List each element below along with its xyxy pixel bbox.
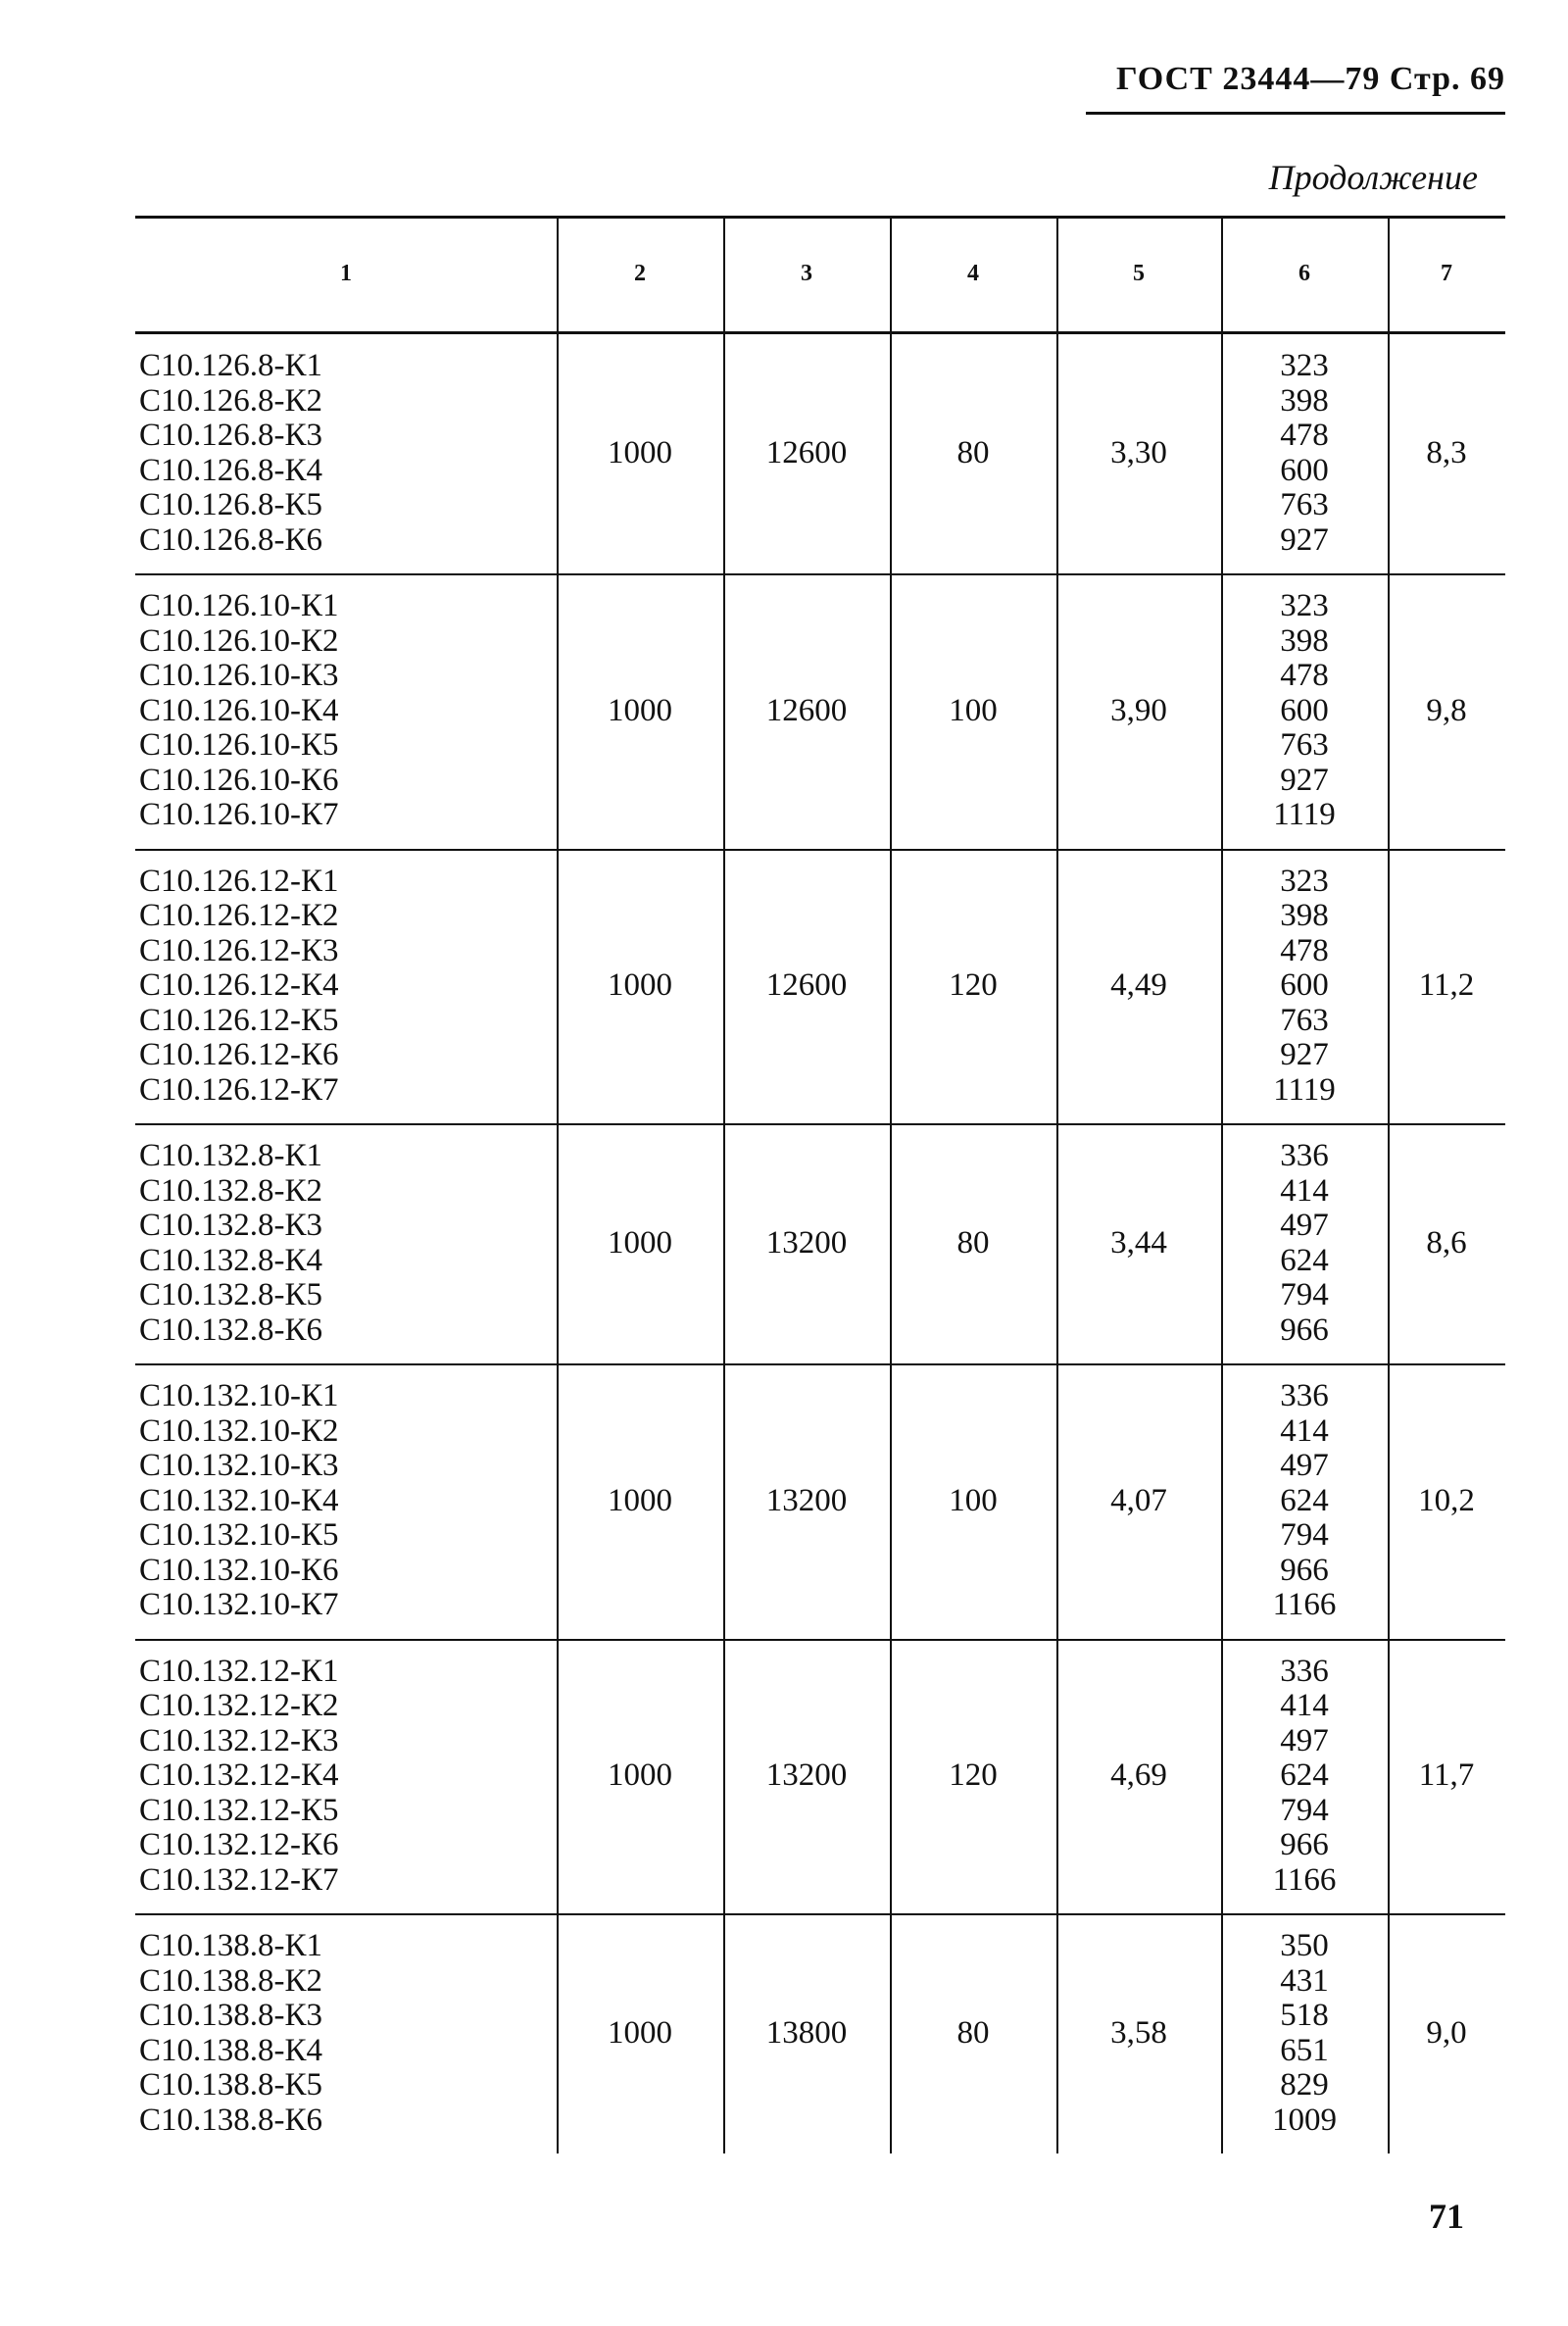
col6-value: 829 [1280,2067,1329,2103]
col6-value: 518 [1280,1998,1329,2033]
specification-table [135,216,1505,2182]
value-col2: 1000 [608,1482,672,1518]
value-col3: 12600 [765,435,848,470]
column-rule [1056,216,1058,2153]
designation: С10.132.12-К5 [139,1792,339,1828]
standard-reference: ГОСТ 23444—79 Стр. 69 [1115,61,1505,97]
designation: С10.132.8-К2 [139,1172,323,1209]
col6-value: 478 [1280,418,1329,453]
col6-value: 624 [1280,1242,1329,1278]
value-col4: 100 [949,1482,998,1518]
column-rule [1221,216,1223,2153]
value-col5: 3,30 [1110,435,1167,470]
col6-value: 398 [1280,622,1329,659]
value-col2: 1000 [608,692,672,728]
col6-value: 431 [1280,1962,1329,1999]
designation: С10.132.12-К2 [139,1688,339,1723]
col6-value: 323 [1280,863,1329,899]
designation: С10.132.8-К5 [139,1277,323,1312]
designation: С10.132.8-К6 [139,1311,323,1348]
value-col5: 4,69 [1110,1757,1167,1794]
value-col3: 13800 [765,2015,848,2051]
value-col5: 4,49 [1110,967,1167,1004]
value-col6-list [1221,849,1388,1124]
col6-value: 763 [1280,727,1329,763]
designation: С10.132.10-К2 [139,1412,339,1449]
designation: С10.138.8-К6 [139,2102,323,2138]
column-header-1: 1 [340,260,352,286]
col6-value: 927 [1280,762,1329,798]
designation-cell [135,573,557,849]
column-header-3: 3 [801,260,812,286]
col6-value: 336 [1280,1138,1329,1173]
value-col6-list [1221,1639,1388,1914]
page-number: 71 [1429,2197,1464,2236]
col6-value: 414 [1280,1688,1329,1723]
value-col2: 1000 [608,435,672,470]
designation: С10.126.8-К6 [139,521,323,558]
value-col7: 9,8 [1426,692,1467,728]
designation-cell [135,1123,557,1363]
header-rule [1086,112,1505,115]
col6-value: 966 [1280,1552,1329,1588]
designation: С10.138.8-К3 [139,1998,323,2033]
value-col3: 12600 [765,967,848,1004]
col6-value: 794 [1280,1792,1329,1828]
column-header-7: 7 [1441,260,1452,286]
value-col4: 80 [956,1225,990,1261]
designation-cell [135,849,557,1124]
designation-cell [135,1363,557,1639]
continuation-label: Продолжение [1268,158,1478,197]
col6-value: 350 [1280,1928,1329,1963]
designation: С10.126.8-К5 [139,487,323,522]
column-header-5: 5 [1133,260,1145,286]
value-col4: 120 [949,1757,998,1794]
designation: С10.132.12-К6 [139,1827,339,1862]
value-col2: 1000 [608,1225,672,1261]
designation: С10.132.10-К3 [139,1448,339,1483]
value-col7: 10,2 [1418,1482,1475,1518]
designation: С10.126.10-К4 [139,692,339,728]
designation-cell [135,1639,557,1914]
designation: С10.138.8-К1 [139,1928,323,1963]
value-col6-list [1221,1913,1388,2153]
value-col5: 3,58 [1110,2015,1167,2051]
value-col7: 8,6 [1426,1225,1467,1261]
value-col2: 1000 [608,967,672,1004]
column-rule [557,216,559,2153]
col6-value: 336 [1280,1653,1329,1689]
designation: С10.126.12-К7 [139,1071,339,1108]
designation-cell [135,1913,557,2153]
designation: С10.126.8-К1 [139,348,323,383]
value-col6-list [1221,1363,1388,1639]
col6-value: 497 [1280,1722,1329,1758]
col6-value: 1166 [1272,1861,1337,1898]
designation: С10.126.10-К6 [139,762,339,798]
column-header-4: 4 [967,260,979,286]
col6-value: 1119 [1273,1071,1336,1108]
col6-value: 624 [1280,1482,1329,1518]
designation: С10.126.10-К5 [139,727,339,763]
designation: С10.126.12-К6 [139,1037,339,1072]
col6-value: 624 [1280,1757,1329,1793]
designation: С10.132.10-К5 [139,1517,339,1553]
value-col4: 80 [956,2015,990,2051]
value-col6-list [1221,333,1388,573]
col6-value: 414 [1280,1412,1329,1449]
value-col7: 11,2 [1418,967,1475,1004]
column-rule [1388,216,1390,2153]
col6-value: 1009 [1272,2102,1337,2138]
col6-value: 600 [1280,452,1329,488]
designation: С10.126.10-К3 [139,658,339,693]
col6-value: 478 [1280,932,1329,968]
col6-value: 398 [1280,898,1329,933]
designation: С10.132.10-К7 [139,1587,339,1622]
designation: С10.126.8-К3 [139,418,323,453]
designation: С10.126.10-К7 [139,797,339,832]
value-col2: 1000 [608,2015,672,2051]
value-col5: 4,07 [1110,1482,1167,1518]
col6-value: 323 [1280,348,1329,383]
page-header [1086,61,1505,124]
designation: С10.132.8-К1 [139,1138,323,1173]
value-col2: 1000 [608,1757,672,1794]
value-col5: 3,44 [1110,1225,1167,1261]
column-rule [890,216,892,2153]
designation: С10.126.8-К4 [139,452,323,488]
designation: С10.126.12-К1 [139,863,339,899]
value-col3: 13200 [765,1482,848,1518]
col6-value: 323 [1280,588,1329,623]
designation: С10.132.8-К3 [139,1208,323,1243]
value-col3: 13200 [765,1225,848,1261]
value-col7: 11,7 [1418,1757,1475,1794]
col6-value: 600 [1280,692,1329,728]
column-header-2: 2 [634,260,646,286]
designation: С10.132.10-К1 [139,1378,339,1413]
col6-value: 1166 [1272,1587,1337,1622]
col6-value: 794 [1280,1517,1329,1553]
designation: С10.132.12-К7 [139,1861,339,1898]
col6-value: 398 [1280,382,1329,419]
value-col6-list [1221,573,1388,849]
col6-value: 651 [1280,2032,1329,2068]
value-col7: 9,0 [1426,2015,1467,2051]
col6-value: 414 [1280,1172,1329,1209]
column-rule [723,216,725,2153]
col6-value: 927 [1280,1037,1329,1072]
designation: С10.138.8-К4 [139,2032,323,2068]
col6-value: 794 [1280,1277,1329,1312]
value-col7: 8,3 [1426,435,1467,470]
designation: С10.132.10-К6 [139,1552,339,1588]
designation: С10.126.12-К3 [139,932,339,968]
value-col3: 12600 [765,692,848,728]
col6-value: 1119 [1273,797,1336,832]
column-header-6: 6 [1298,260,1310,286]
designation: С10.126.12-К2 [139,898,339,933]
col6-value: 966 [1280,1311,1329,1348]
value-col3: 13200 [765,1757,848,1794]
designation: С10.132.8-К4 [139,1242,323,1278]
value-col4: 120 [949,967,998,1004]
designation: С10.126.10-К2 [139,622,339,659]
col6-value: 927 [1280,521,1329,558]
designation: С10.126.12-К4 [139,967,339,1003]
col6-value: 497 [1280,1208,1329,1243]
designation: С10.126.12-К5 [139,1002,339,1038]
col6-value: 763 [1280,487,1329,522]
col6-value: 497 [1280,1448,1329,1483]
designation: С10.138.8-К5 [139,2067,323,2103]
value-col4: 100 [949,692,998,728]
designation: С10.132.12-К3 [139,1722,339,1758]
col6-value: 600 [1280,967,1329,1003]
designation: С10.126.10-К1 [139,588,339,623]
col6-value: 336 [1280,1378,1329,1413]
designation: С10.132.12-К4 [139,1757,339,1793]
designation-cell [135,333,557,573]
designation: С10.138.8-К2 [139,1962,323,1999]
value-col5: 3,90 [1110,692,1167,728]
col6-value: 966 [1280,1827,1329,1862]
value-col6-list [1221,1123,1388,1363]
value-col4: 80 [956,435,990,470]
designation: С10.132.10-К4 [139,1482,339,1518]
col6-value: 478 [1280,658,1329,693]
designation: С10.126.8-К2 [139,382,323,419]
designation: С10.132.12-К1 [139,1653,339,1689]
col6-value: 763 [1280,1002,1329,1038]
